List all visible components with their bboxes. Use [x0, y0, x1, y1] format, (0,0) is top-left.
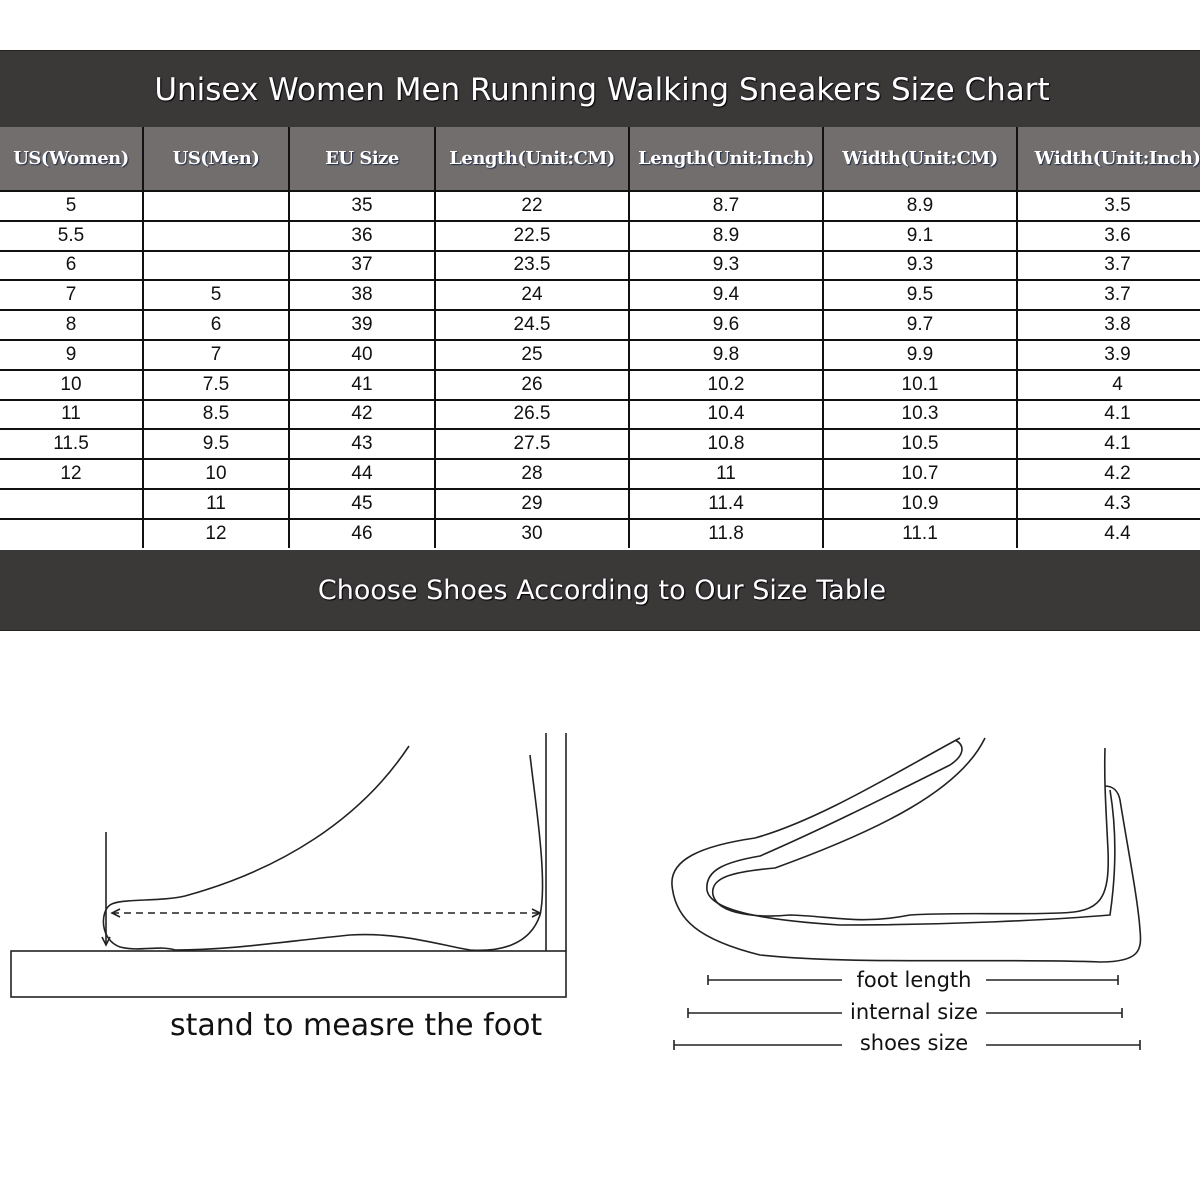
- cell-length-cm: 23.5: [435, 251, 629, 281]
- cell-us-men: 11: [143, 489, 289, 519]
- table-row: [0, 340, 1200, 370]
- cell-length-inch: 9.3: [629, 251, 823, 281]
- header-length-inch: Length(Unit:Inch): [629, 127, 823, 191]
- cell-eu-size: 41: [289, 370, 435, 400]
- cell-length-cm: 28: [435, 459, 629, 489]
- label-foot-length: foot length: [856, 968, 972, 992]
- foot-measure-illustration: [0, 720, 600, 1020]
- cell-width-inch: 4.1: [1017, 429, 1200, 459]
- cell-length-cm: 29: [435, 489, 629, 519]
- cell-eu-size: 36: [289, 221, 435, 251]
- cell-width-inch: 3.8: [1017, 310, 1200, 340]
- cell-width-inch: 3.5: [1017, 191, 1200, 221]
- cell-length-inch: 11: [629, 459, 823, 489]
- cell-length-cm: 26.5: [435, 400, 629, 430]
- cell-us-men: 5: [143, 280, 289, 310]
- cell-eu-size: 46: [289, 519, 435, 548]
- cell-width-inch: 4.2: [1017, 459, 1200, 489]
- subtitle: Choose Shoes According to Our Size Table: [317, 574, 887, 606]
- cell-length-cm: 25: [435, 340, 629, 370]
- chart-title: Unisex Women Men Running Walking Sneakers Size Chart: [154, 71, 1050, 108]
- cell-us-men: 6: [143, 310, 289, 340]
- title-banner: [0, 50, 1200, 128]
- label-shoes-size: shoes size: [859, 1031, 969, 1055]
- cell-width-cm: 10.9: [823, 489, 1017, 519]
- table-row: [0, 459, 1200, 489]
- cell-us-women: [0, 519, 143, 548]
- cell-us-men: [143, 191, 289, 221]
- cell-length-inch: 9.6: [629, 310, 823, 340]
- cell-eu-size: 43: [289, 429, 435, 459]
- table-header-row: [0, 127, 1200, 191]
- cell-width-inch: 3.9: [1017, 340, 1200, 370]
- size-chart-table: [0, 127, 1200, 548]
- cell-width-cm: 8.9: [823, 191, 1017, 221]
- cell-us-women: 9: [0, 340, 143, 370]
- cell-width-cm: 9.7: [823, 310, 1017, 340]
- cell-length-inch: 8.9: [629, 221, 823, 251]
- cell-length-cm: 27.5: [435, 429, 629, 459]
- cell-eu-size: 39: [289, 310, 435, 340]
- shoe-outline: [672, 738, 1141, 962]
- cell-width-cm: 10.7: [823, 459, 1017, 489]
- table-row: [0, 370, 1200, 400]
- cell-length-cm: 24.5: [435, 310, 629, 340]
- cell-us-women: [0, 489, 143, 519]
- cell-us-men: [143, 251, 289, 281]
- cell-us-women: 6: [0, 251, 143, 281]
- cell-us-women: 12: [0, 459, 143, 489]
- cell-us-women: 5.5: [0, 221, 143, 251]
- cell-us-men: 9.5: [143, 429, 289, 459]
- cell-width-cm: 9.3: [823, 251, 1017, 281]
- cell-length-inch: 10.8: [629, 429, 823, 459]
- label-internal-size: internal size: [850, 1000, 978, 1024]
- cell-width-cm: 10.1: [823, 370, 1017, 400]
- cell-eu-size: 44: [289, 459, 435, 489]
- header-us-women: US(Women): [0, 127, 143, 191]
- cell-eu-size: 37: [289, 251, 435, 281]
- cell-width-cm: 10.5: [823, 429, 1017, 459]
- cell-width-inch: 4: [1017, 370, 1200, 400]
- table-row: [0, 221, 1200, 251]
- cell-eu-size: 45: [289, 489, 435, 519]
- cell-width-cm: 11.1: [823, 519, 1017, 548]
- cell-us-women: 5: [0, 191, 143, 221]
- cell-width-inch: 3.7: [1017, 251, 1200, 281]
- table-row: [0, 489, 1200, 519]
- table-row: [0, 280, 1200, 310]
- cell-us-women: 8: [0, 310, 143, 340]
- cell-eu-size: 42: [289, 400, 435, 430]
- cell-length-inch: 11.8: [629, 519, 823, 548]
- left-caption: stand to measre the foot: [170, 1008, 543, 1043]
- cell-eu-size: 40: [289, 340, 435, 370]
- cell-us-men: 7: [143, 340, 289, 370]
- cell-eu-size: 38: [289, 280, 435, 310]
- header-width-inch: Width(Unit:Inch): [1017, 127, 1200, 191]
- header-us-men: US(Men): [143, 127, 289, 191]
- cell-length-inch: 9.4: [629, 280, 823, 310]
- cell-us-women: 10: [0, 370, 143, 400]
- cell-width-cm: 9.1: [823, 221, 1017, 251]
- cell-length-cm: 24: [435, 280, 629, 310]
- table-row: [0, 251, 1200, 281]
- cell-width-inch: 4.3: [1017, 489, 1200, 519]
- header-length-cm: Length(Unit:CM): [435, 127, 629, 191]
- header-width-cm: Width(Unit:CM): [823, 127, 1017, 191]
- cell-us-women: 7: [0, 280, 143, 310]
- cell-us-men: 10: [143, 459, 289, 489]
- cell-length-inch: 9.8: [629, 340, 823, 370]
- cell-us-men: 8.5: [143, 400, 289, 430]
- cell-length-cm: 30: [435, 519, 629, 548]
- cell-length-cm: 22.5: [435, 221, 629, 251]
- table-row: [0, 310, 1200, 340]
- table-row: [0, 191, 1200, 221]
- cell-width-cm: 9.5: [823, 280, 1017, 310]
- cell-us-women: 11: [0, 400, 143, 430]
- cell-us-women: 11.5: [0, 429, 143, 459]
- cell-us-men: [143, 221, 289, 251]
- cell-length-cm: 26: [435, 370, 629, 400]
- cell-width-cm: 10.3: [823, 400, 1017, 430]
- cell-length-inch: 10.2: [629, 370, 823, 400]
- cell-us-men: 12: [143, 519, 289, 548]
- table-row: [0, 400, 1200, 430]
- table-row: [0, 519, 1200, 548]
- floor-board: [11, 951, 566, 997]
- cell-width-inch: 3.6: [1017, 221, 1200, 251]
- cell-width-inch: 3.7: [1017, 280, 1200, 310]
- subtitle-banner: [0, 550, 1200, 631]
- cell-width-inch: 4.4: [1017, 519, 1200, 548]
- cell-us-men: 7.5: [143, 370, 289, 400]
- table-row: [0, 429, 1200, 459]
- header-eu-size: EU Size: [289, 127, 435, 191]
- cell-width-cm: 9.9: [823, 340, 1017, 370]
- cell-width-inch: 4.1: [1017, 400, 1200, 430]
- cell-eu-size: 35: [289, 191, 435, 221]
- cell-length-cm: 22: [435, 191, 629, 221]
- foot-outline: [103, 746, 542, 950]
- cell-length-inch: 10.4: [629, 400, 823, 430]
- cell-length-inch: 11.4: [629, 489, 823, 519]
- cell-length-inch: 8.7: [629, 191, 823, 221]
